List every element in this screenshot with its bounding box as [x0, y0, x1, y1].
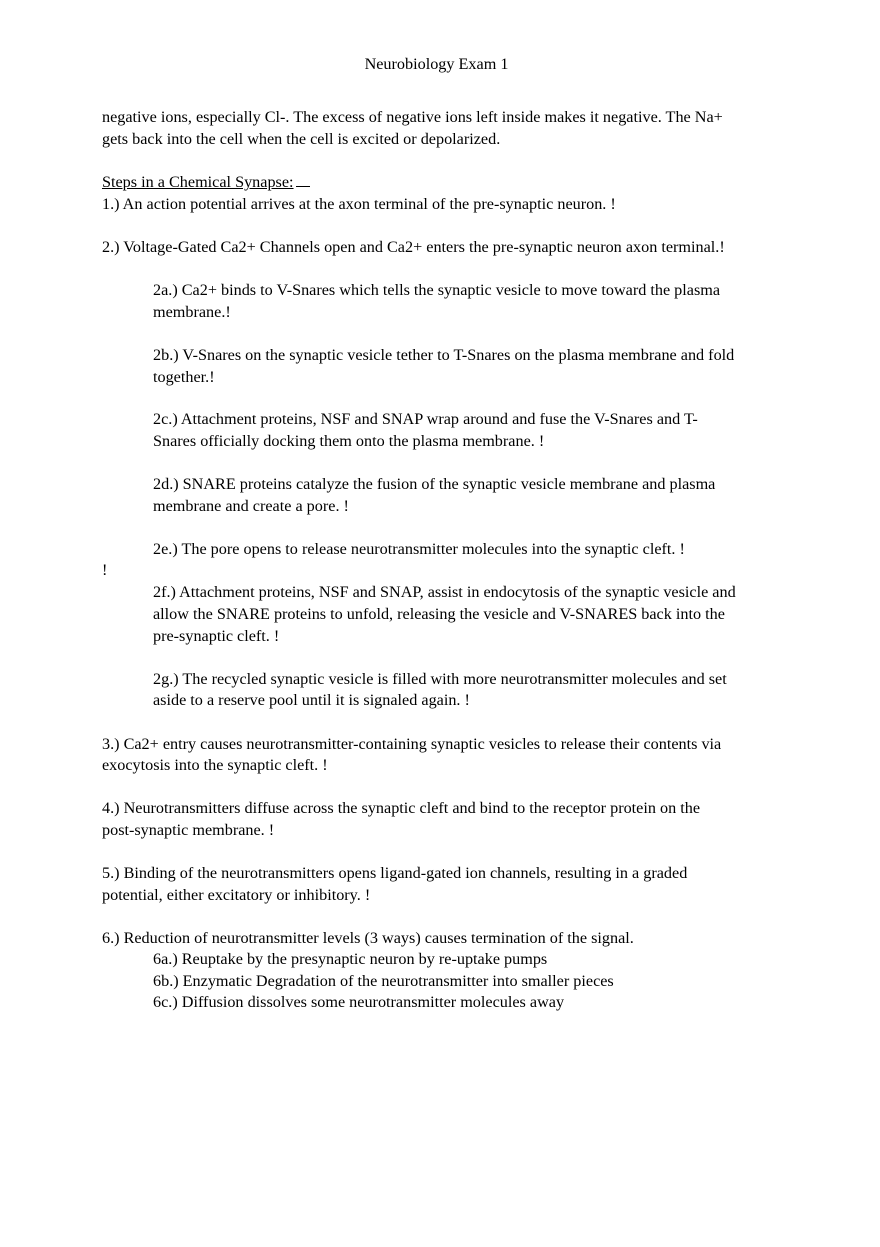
step-6: 6.) Reduction of neurotransmitter levels (3 ways) causes termination of the signal.: [102, 929, 634, 947]
step-2c-line-2: Snares officially docking them onto the plasma membrane. !: [153, 432, 545, 450]
step-2b-line-2: together.!: [153, 368, 215, 386]
step-6a: 6a.) Reuptake by the presynaptic neuron by re-uptake pumps: [153, 950, 548, 968]
stray-mark: !: [102, 561, 108, 579]
step-2d-line-2: membrane and create a pore. !: [153, 497, 349, 515]
page-header: Neurobiology Exam 1: [364, 55, 509, 73]
step-6b: 6b.) Enzymatic Degradation of the neurotransmitter into smaller pieces: [153, 972, 614, 990]
intro-line-2: gets back into the cell when the cell is excited or depolarized.: [102, 130, 501, 148]
step-2a-line-1: 2a.) Ca2+ binds to V-Snares which tells the synaptic vesicle to move toward the plasma: [153, 281, 721, 299]
step-1: 1.) An action potential arrives at the axon terminal of the pre-synaptic neuron. !: [102, 195, 616, 213]
step-2g-line-2: aside to a reserve pool until it is signaled again. !: [153, 691, 470, 709]
step-6c: 6c.) Diffusion dissolves some neurotransmitter molecules away: [153, 993, 565, 1011]
step-2e: 2e.) The pore opens to release neurotransmitter molecules into the synaptic cleft. !: [153, 540, 685, 558]
intro-line-1: negative ions, especially Cl-. The excess of negative ions left inside makes it negative. The Na+: [102, 108, 723, 126]
step-2a-line-2: membrane.!: [153, 303, 231, 321]
heading-underline-tail: [296, 185, 310, 187]
step-4-line-2: post-synaptic membrane. !: [102, 821, 275, 839]
step-2b-line-1: 2b.) V-Snares on the synaptic vesicle tether to T-Snares on the plasma membrane and fold: [153, 346, 735, 364]
step-2g-line-1: 2g.) The recycled synaptic vesicle is filled with more neurotransmitter molecules and set: [153, 670, 727, 688]
step-3-line-2: exocytosis into the synaptic cleft. !: [102, 756, 328, 774]
step-2d-line-1: 2d.) SNARE proteins catalyze the fusion of the synaptic vesicle membrane and plasma: [153, 475, 716, 493]
section-heading: [102, 171, 310, 193]
step-3-line-1: 3.) Ca2+ entry causes neurotransmitter-containing synaptic vesicles to release their contents via: [102, 735, 722, 753]
step-2f-line-2: allow the SNARE proteins to unfold, releasing the vesicle and V-SNARES back into the: [153, 605, 725, 623]
step-5-line-1: 5.) Binding of the neurotransmitters opens ligand-gated ion channels, resulting in a graded: [102, 864, 688, 882]
step-2: 2.) Voltage-Gated Ca2+ Channels open and Ca2+ enters the pre-synaptic neuron axon terminal.!: [102, 238, 725, 256]
step-2f-line-3: pre-synaptic cleft. !: [153, 627, 280, 645]
section-heading-text: Steps in a Chemical Synapse:: [102, 173, 294, 191]
step-2c-line-1: 2c.) Attachment proteins, NSF and SNAP wrap around and fuse the V-Snares and T-: [153, 410, 698, 428]
step-5-line-2: potential, either excitatory or inhibitory. !: [102, 886, 371, 904]
step-4-line-1: 4.) Neurotransmitters diffuse across the synaptic cleft and bind to the receptor protein on the: [102, 799, 701, 817]
step-2f-line-1: 2f.) Attachment proteins, NSF and SNAP, assist in endocytosis of the synaptic vesicle and: [153, 583, 736, 601]
